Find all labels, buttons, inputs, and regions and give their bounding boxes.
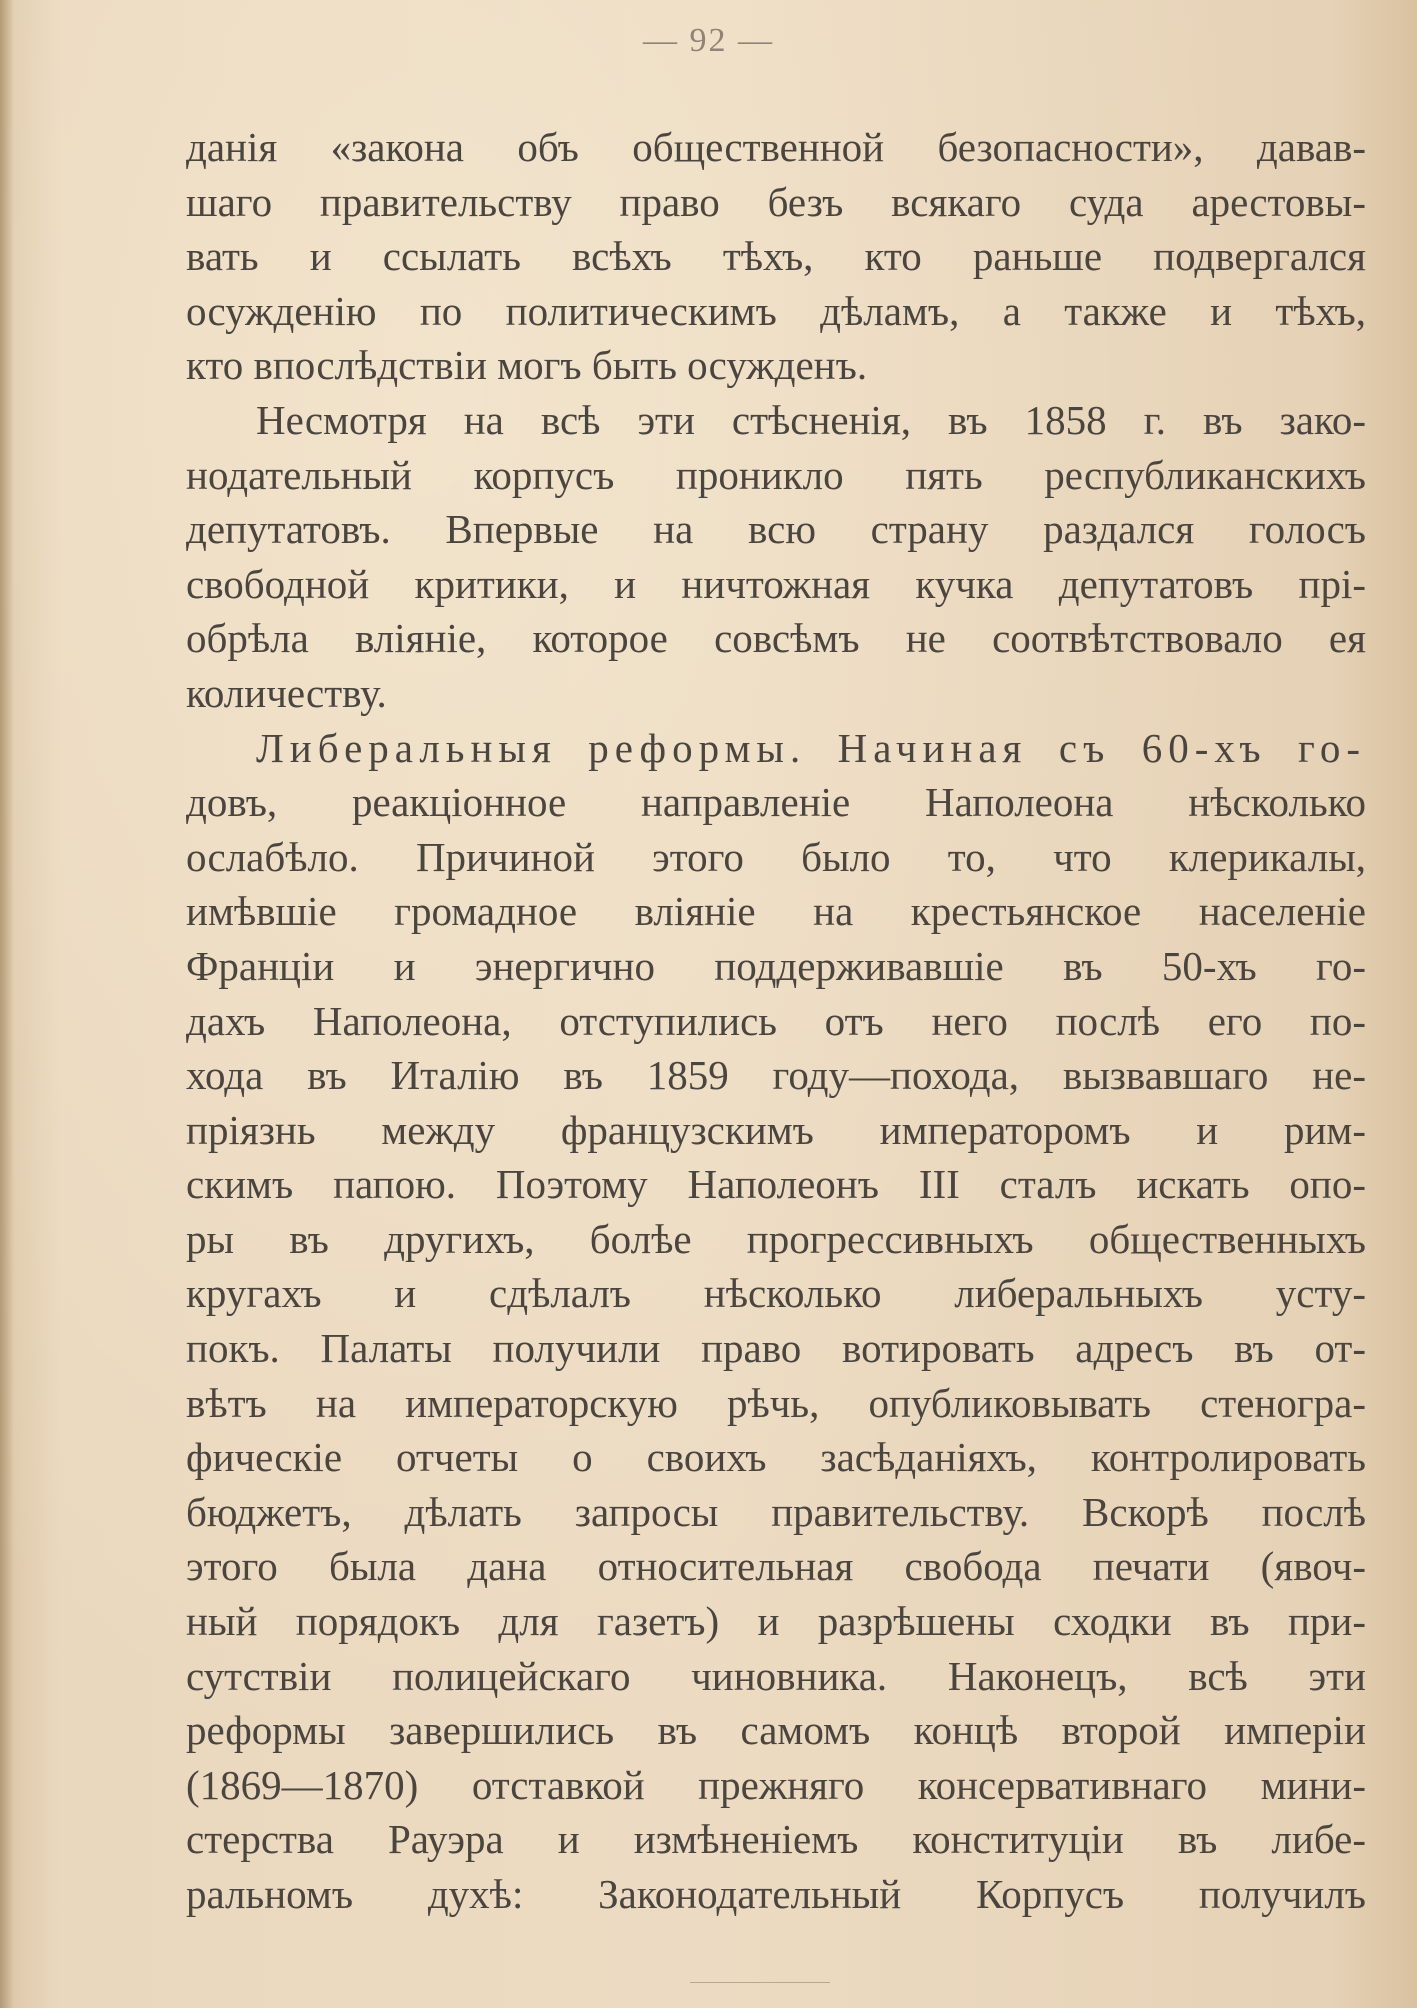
- text-line: довъ, реакціонное направленіе Наполеона нѣсколько: [186, 779, 1366, 826]
- text-line: осужденію по политическимъ дѣламъ, а также и тѣхъ,: [186, 287, 1366, 334]
- text-line: этого была дана относительная свобода печати (явоч-: [186, 1543, 1366, 1590]
- text-line: кто впослѣдствіи могъ быть осужденъ.: [186, 342, 868, 389]
- text-line: нодательный корпусъ проникло пять республиканскихъ: [186, 451, 1366, 498]
- text-line: депутатовъ. Впервые на всю страну раздался голосъ: [186, 506, 1366, 553]
- text-line: Франціи и энергично поддерживавшіе въ 50-хъ го-: [186, 942, 1366, 989]
- text-line: вать и ссылать всѣхъ тѣхъ, кто раньше подвергался: [186, 233, 1366, 280]
- text-line: ослабѣло. Причиной этого было то, что клерикалы,: [186, 833, 1366, 880]
- text-line: стерства Рауэра и измѣненіемъ конституціи въ либе-: [186, 1816, 1366, 1863]
- text-line: покъ. Палаты получили право вотировать адресъ въ от-: [186, 1325, 1366, 1372]
- text-line: вѣтъ на императорскую рѣчь, опубликовывать стеногра-: [186, 1379, 1366, 1426]
- section-heading-line: Либеральныя реформы. Начиная съ 60-хъ го-: [256, 724, 1366, 771]
- text-line: шаго правительству право безъ всякаго суда арестовы-: [186, 178, 1366, 225]
- footer-rule: [690, 1982, 830, 1983]
- body-text: [186, 120, 1366, 1922]
- text-line: ральномъ духѣ: Законодательный Корпусъ получилъ: [186, 1871, 1366, 1917]
- paragraph-start-line: Несмотря на всѣ эти стѣсненія, въ 1858 г. въ зако-: [256, 396, 1366, 443]
- text-line: хода въ Италію въ 1859 году—похода, вызвавшаго не-: [186, 1052, 1366, 1099]
- text-line: имѣвшіе громадное вліяніе на крестьянское населеніе: [186, 888, 1366, 935]
- text-line: фическіе отчеты о своихъ засѣданіяхъ, контролировать: [186, 1434, 1366, 1481]
- page-number: — 92 —: [643, 22, 774, 59]
- text-line: свободной критики, и ничтожная кучка депутатовъ прі-: [186, 560, 1366, 607]
- text-line: ры въ другихъ, болѣе прогрессивныхъ общественныхъ: [186, 1215, 1366, 1262]
- text-line: сутствіи полицейскаго чиновника. Наконецъ, всѣ эти: [186, 1652, 1366, 1699]
- text-line: (1869—1870) отставкой прежняго консервативнаго мини-: [186, 1761, 1366, 1808]
- text-line: обрѣла вліяніе, которое совсѣмъ не соотвѣтствовало ея: [186, 615, 1366, 662]
- text-line: данія «закона объ общественной безопасности», давав-: [186, 124, 1366, 170]
- text-line: бюджетъ, дѣлать запросы правительству. Вскорѣ послѣ: [186, 1488, 1366, 1535]
- text-line: реформы завершились въ самомъ концѣ второй имперіи: [186, 1707, 1366, 1754]
- page-edge-shadow: [0, 0, 14, 2008]
- text-line: ный порядокъ для газетъ) и разрѣшены сходки въ при-: [186, 1598, 1366, 1645]
- text-line: скимъ папою. Поэтому Наполеонъ III сталъ искать опо-: [186, 1161, 1366, 1208]
- text-line: пріязнь между французскимъ императоромъ и рим-: [186, 1106, 1366, 1153]
- text-line: кругахъ и сдѣлалъ нѣсколько либеральныхъ усту-: [186, 1270, 1366, 1317]
- text-line: дахъ Наполеона, отступились отъ него послѣ его по-: [186, 997, 1366, 1044]
- text-line: количеству.: [186, 669, 387, 716]
